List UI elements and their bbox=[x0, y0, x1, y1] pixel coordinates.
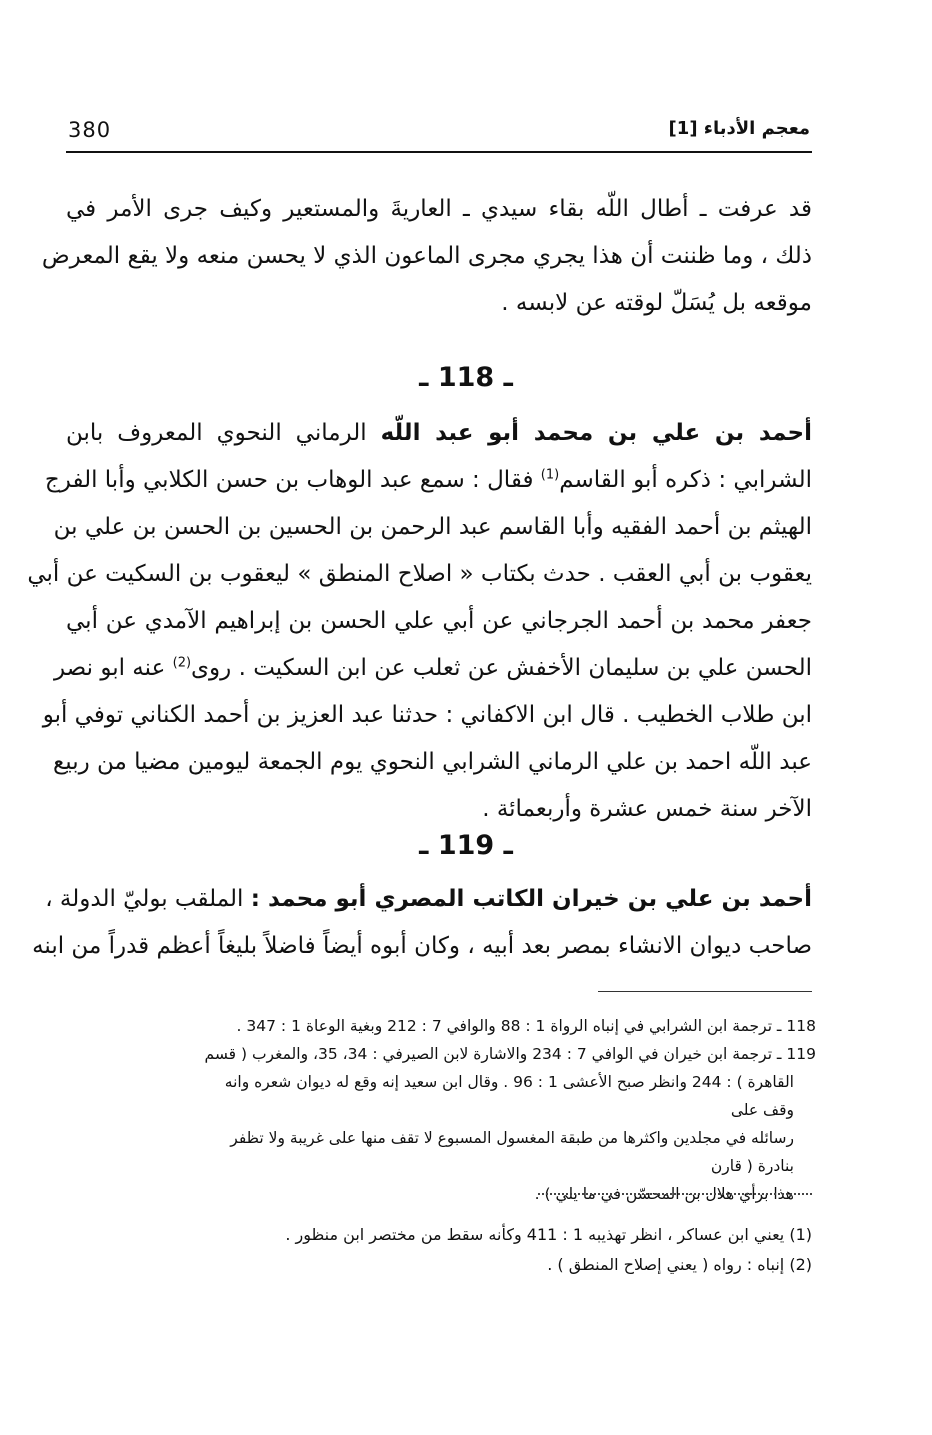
entry-number-118: ـ 118 ـ bbox=[419, 362, 513, 393]
footnote-rule bbox=[598, 991, 812, 992]
text-line: جعفر محمد بن أحمد الجرجاني عن أبي علي الحسن بن إبراهيم الآمدي عن أبي bbox=[66, 608, 812, 634]
text-line: ابن طلاب الخطيب . قال ابن الاكفاني : حدثنا عبد العزيز بن أحمد الكناني توفي أبو bbox=[42, 702, 812, 728]
text-line: موقعه بل يُسَلّ لوقته عن لابسه . bbox=[501, 290, 812, 316]
text-line bbox=[45, 876, 812, 923]
footnote-119-cont: رسائله في مجلدين واكثرها من طبقة المغسول المسبوع لا تقف منها على غريبة ولا تظفر بنادرة ( قارن bbox=[230, 1129, 794, 1175]
text-line bbox=[66, 410, 812, 457]
footnotes bbox=[196, 1012, 816, 1208]
footnote-118: 118 ـ ترجمة ابن الشرابي في إنباه الرواة 1 : 88 والوافي 7 : 212 وبغية الوعاة 1 : 347 . bbox=[236, 1017, 816, 1035]
entry-number-119: ـ 119 ـ bbox=[419, 830, 513, 861]
text-line: قد عرفت ـ أطال اللّه بقاء سيدي ـ العاريةَ والمستعير وكيف جرى الأمر في bbox=[66, 196, 812, 222]
sub-footnotes bbox=[260, 1220, 812, 1280]
entry-119-name: أحمد بن علي بن خيران الكاتب المصري أبو محمد : bbox=[250, 886, 812, 912]
subnote-2: (2) إنباه : رواه ( يعني إصلاح المنطق ) . bbox=[547, 1255, 812, 1274]
text-line bbox=[44, 457, 812, 504]
text-run: فقال : سمع عبد الوهاب بن حسن الكلابي وأبا الفرج bbox=[44, 467, 541, 493]
text-line: الآخر سنة خمس عشرة وأربعمائة . bbox=[482, 796, 812, 822]
footnote-119-cont: هذا برأي هلال بن المحسّن في ما يلي ) . bbox=[534, 1185, 794, 1203]
text-run: الرماني النحوي المعروف بابن bbox=[66, 420, 381, 446]
text-line bbox=[53, 645, 812, 692]
text-run: الشرابي : ذكره أبو القاسم bbox=[559, 467, 812, 493]
text-line: الهيثم بن أحمد الفقيه وأبا القاسم عبد الرحمن بن الحسين بن الحسن بن علي بن bbox=[53, 514, 812, 540]
footnote-ref-1: (1) bbox=[540, 467, 560, 483]
text-line: عبد اللّه احمد بن علي الرماني الشرابي النحوي يوم الجمعة ليومين مضيا من ربيع bbox=[53, 749, 812, 775]
entry-118-text bbox=[27, 410, 812, 833]
footnote-119: 119 ـ ترجمة ابن خيران في الوافي 7 : 234 والاشارة لابن الصيرفي : 34، 35، والمغرب ( قسم bbox=[204, 1045, 816, 1063]
subnote-1: (1) يعني ابن عساكر ، انظر تهذيبه 1 : 411 وكأنه سقط من مختصر ابن منظور . bbox=[285, 1225, 812, 1244]
page-header bbox=[68, 118, 810, 146]
text-line: ذلك ، وما ظننت أن هذا يجري مجرى الماعون الذي لا يحسن منعه ولا يقع المعرض bbox=[41, 243, 812, 269]
text-line: صاحب ديوان الانشاء بمصر بعد أبيه ، وكان أبوه أيضاً فاضلاً بليغاً أعظم قدراً من ابنه bbox=[32, 933, 812, 959]
footnote-ref-2: (2) bbox=[172, 655, 192, 671]
text-run: الحسن علي بن سليمان الأخفش عن ثعلب عن ابن السكيت . روى bbox=[191, 655, 812, 681]
header-rule bbox=[66, 151, 812, 153]
page-number: 380 bbox=[68, 118, 112, 142]
entry-118-name: أحمد بن علي بن محمد أبو عبد اللّه bbox=[380, 420, 812, 446]
text-run: عنه ابو نصر bbox=[53, 655, 173, 681]
text-run: الملقب بوليّ الدولة ، bbox=[45, 886, 251, 912]
intro-paragraph bbox=[41, 186, 812, 327]
footnote-119-cont: القاهرة ) : 244 وانظر صبح الأعشى 1 : 96 . وقال ابن سعيد إنه وقع له ديوان شعره وانه وقف على bbox=[224, 1073, 794, 1119]
dotted-separator bbox=[538, 1193, 812, 1195]
text-line: يعقوب بن أبي العقب . حدث بكتاب « اصلاح المنطق » ليعقوب بن السكيت عن أبي bbox=[27, 561, 812, 587]
running-title: معجم الأدباء [1] bbox=[668, 118, 810, 139]
entry-119-text bbox=[32, 876, 812, 970]
